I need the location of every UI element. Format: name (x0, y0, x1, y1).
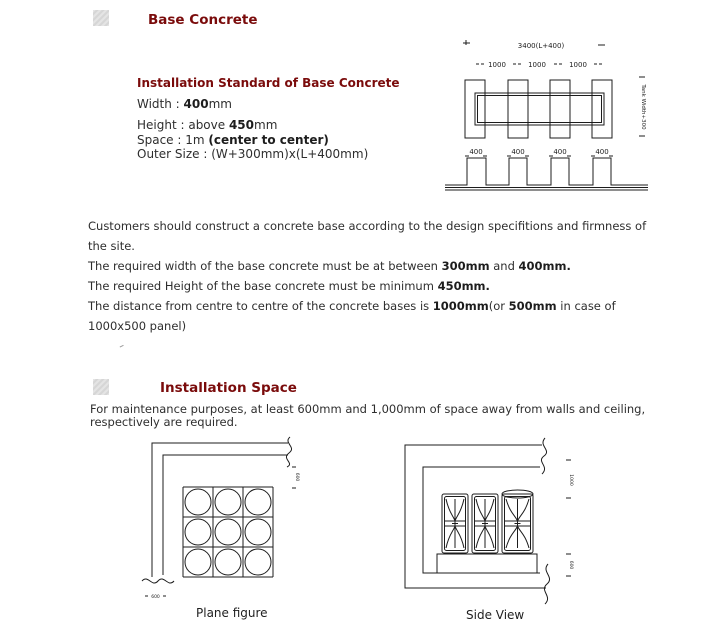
section-title-installation-space: Installation Space (160, 380, 297, 396)
paragraph-line: For maintenance purposes, at least 600mm and 1,000mm of space away from walls and ceiling, (90, 402, 646, 416)
side-view-diagram (400, 437, 600, 617)
ceiling-clearance-dim-label: 1000 (568, 474, 573, 486)
section-bullet-icon (93, 379, 109, 395)
base-width-dim-label: 400 (469, 148, 483, 156)
note-line-3 (88, 276, 668, 296)
note-bold: 300mm (441, 259, 490, 273)
stray-mark (120, 345, 126, 351)
wall-break-mark (541, 438, 546, 474)
tank-panel-pattern (445, 499, 465, 548)
note-bold: 1000mm (432, 299, 489, 313)
paragraph-line: respectively are required. (90, 415, 238, 429)
section-title-base-concrete: Base Concrete (148, 12, 258, 28)
plane-figure-caption: Plane figure (196, 606, 268, 620)
wall-clearance-dim-label: 600 (568, 560, 573, 570)
spec-height-value: 450 (228, 118, 255, 132)
panel-circle (215, 549, 241, 575)
wall-outer-line (152, 443, 288, 577)
spec-width-unit: mm (208, 97, 232, 111)
concrete-base-elevation (445, 158, 648, 185)
base-width-dim-label: 400 (595, 148, 609, 156)
panel-circle (215, 519, 241, 545)
tank-width-dim-label: Tank Width+300 (640, 84, 646, 130)
note-line-1 (88, 216, 668, 256)
panel-circle (185, 519, 211, 545)
pitch-dim-label: 1000 (488, 61, 506, 69)
note-line-4 (88, 296, 668, 316)
wall-break-mark (544, 564, 549, 604)
ground-line (445, 188, 648, 191)
spec-outer-size: Outer Size : (W+300mm)x(L+400mm) (137, 147, 369, 161)
pitch-dim-label: 1000 (569, 61, 587, 69)
tank-outline-inner (478, 96, 602, 123)
spec-height (137, 118, 400, 133)
note-text: and (489, 259, 519, 273)
overall-dim-label: 3400(L+400) (517, 42, 565, 50)
concrete-base-plan (550, 80, 570, 138)
note-text: 1000x500 panel) (88, 319, 187, 333)
panel-circle (245, 549, 271, 575)
pitch-dim-label: 1000 (528, 61, 546, 69)
note-bold: 500mm (508, 299, 557, 313)
note-bold: 450mm. (437, 279, 490, 293)
base-width-dim-label: 400 (511, 148, 525, 156)
panel-circle (215, 489, 241, 515)
notes-block (88, 216, 668, 336)
panel-circle (245, 519, 271, 545)
panel-circle (185, 489, 211, 515)
section-bullet-icon (93, 10, 109, 26)
note-line-2 (88, 256, 668, 276)
note-text: (or (488, 299, 509, 313)
base-width-dim-label: 400 (553, 148, 567, 156)
wall-break-mark (286, 437, 291, 467)
spec-space-label: Space : 1m (137, 132, 209, 147)
note-text: Customers should construct a concrete base according to the design specifitions and firmness of the site. (88, 219, 647, 253)
tank-outline-outer (475, 93, 604, 125)
spec-width (137, 97, 400, 112)
dim-tick (463, 40, 470, 45)
wall-inner-line (423, 467, 540, 573)
installation-space-paragraph (90, 403, 650, 429)
wall-clearance-dim-label: 600 (151, 595, 160, 600)
note-line-5 (88, 316, 668, 336)
spec-width-label: Width : (137, 97, 184, 111)
wall-break-mark (142, 579, 174, 583)
tank-panel-pattern (475, 499, 495, 548)
base-concrete-drawing (443, 30, 715, 195)
spec-height-label: Height : above (137, 118, 229, 132)
spec-space (137, 133, 400, 148)
concrete-base-plan (508, 80, 528, 138)
tank-panel-pattern (505, 499, 530, 548)
spec-space-note: (center to center) (208, 132, 329, 147)
wall-clearance-dim-label: 600 (294, 472, 299, 482)
note-text: The distance from centre to centre of the concrete bases is (88, 299, 433, 313)
spec-subtitle: Installation Standard of Base Concrete (137, 76, 400, 90)
spec-block (137, 76, 400, 162)
base-pedestal (437, 554, 537, 573)
panel-circle (245, 489, 271, 515)
panel-circle (185, 549, 211, 575)
plane-figure-diagram (130, 435, 330, 620)
note-text: The required width of the base concrete must be at between (88, 259, 442, 273)
note-text: The required Height of the base concrete must be minimum (88, 279, 438, 293)
spec-width-value: 400 (183, 97, 209, 111)
panel-grid (183, 487, 273, 577)
note-text: in case of (556, 299, 616, 313)
wall-outer-line (405, 445, 546, 588)
side-view-caption: Side View (466, 608, 525, 622)
spec-height-unit: mm (254, 118, 278, 132)
note-bold: 400mm. (518, 259, 571, 273)
